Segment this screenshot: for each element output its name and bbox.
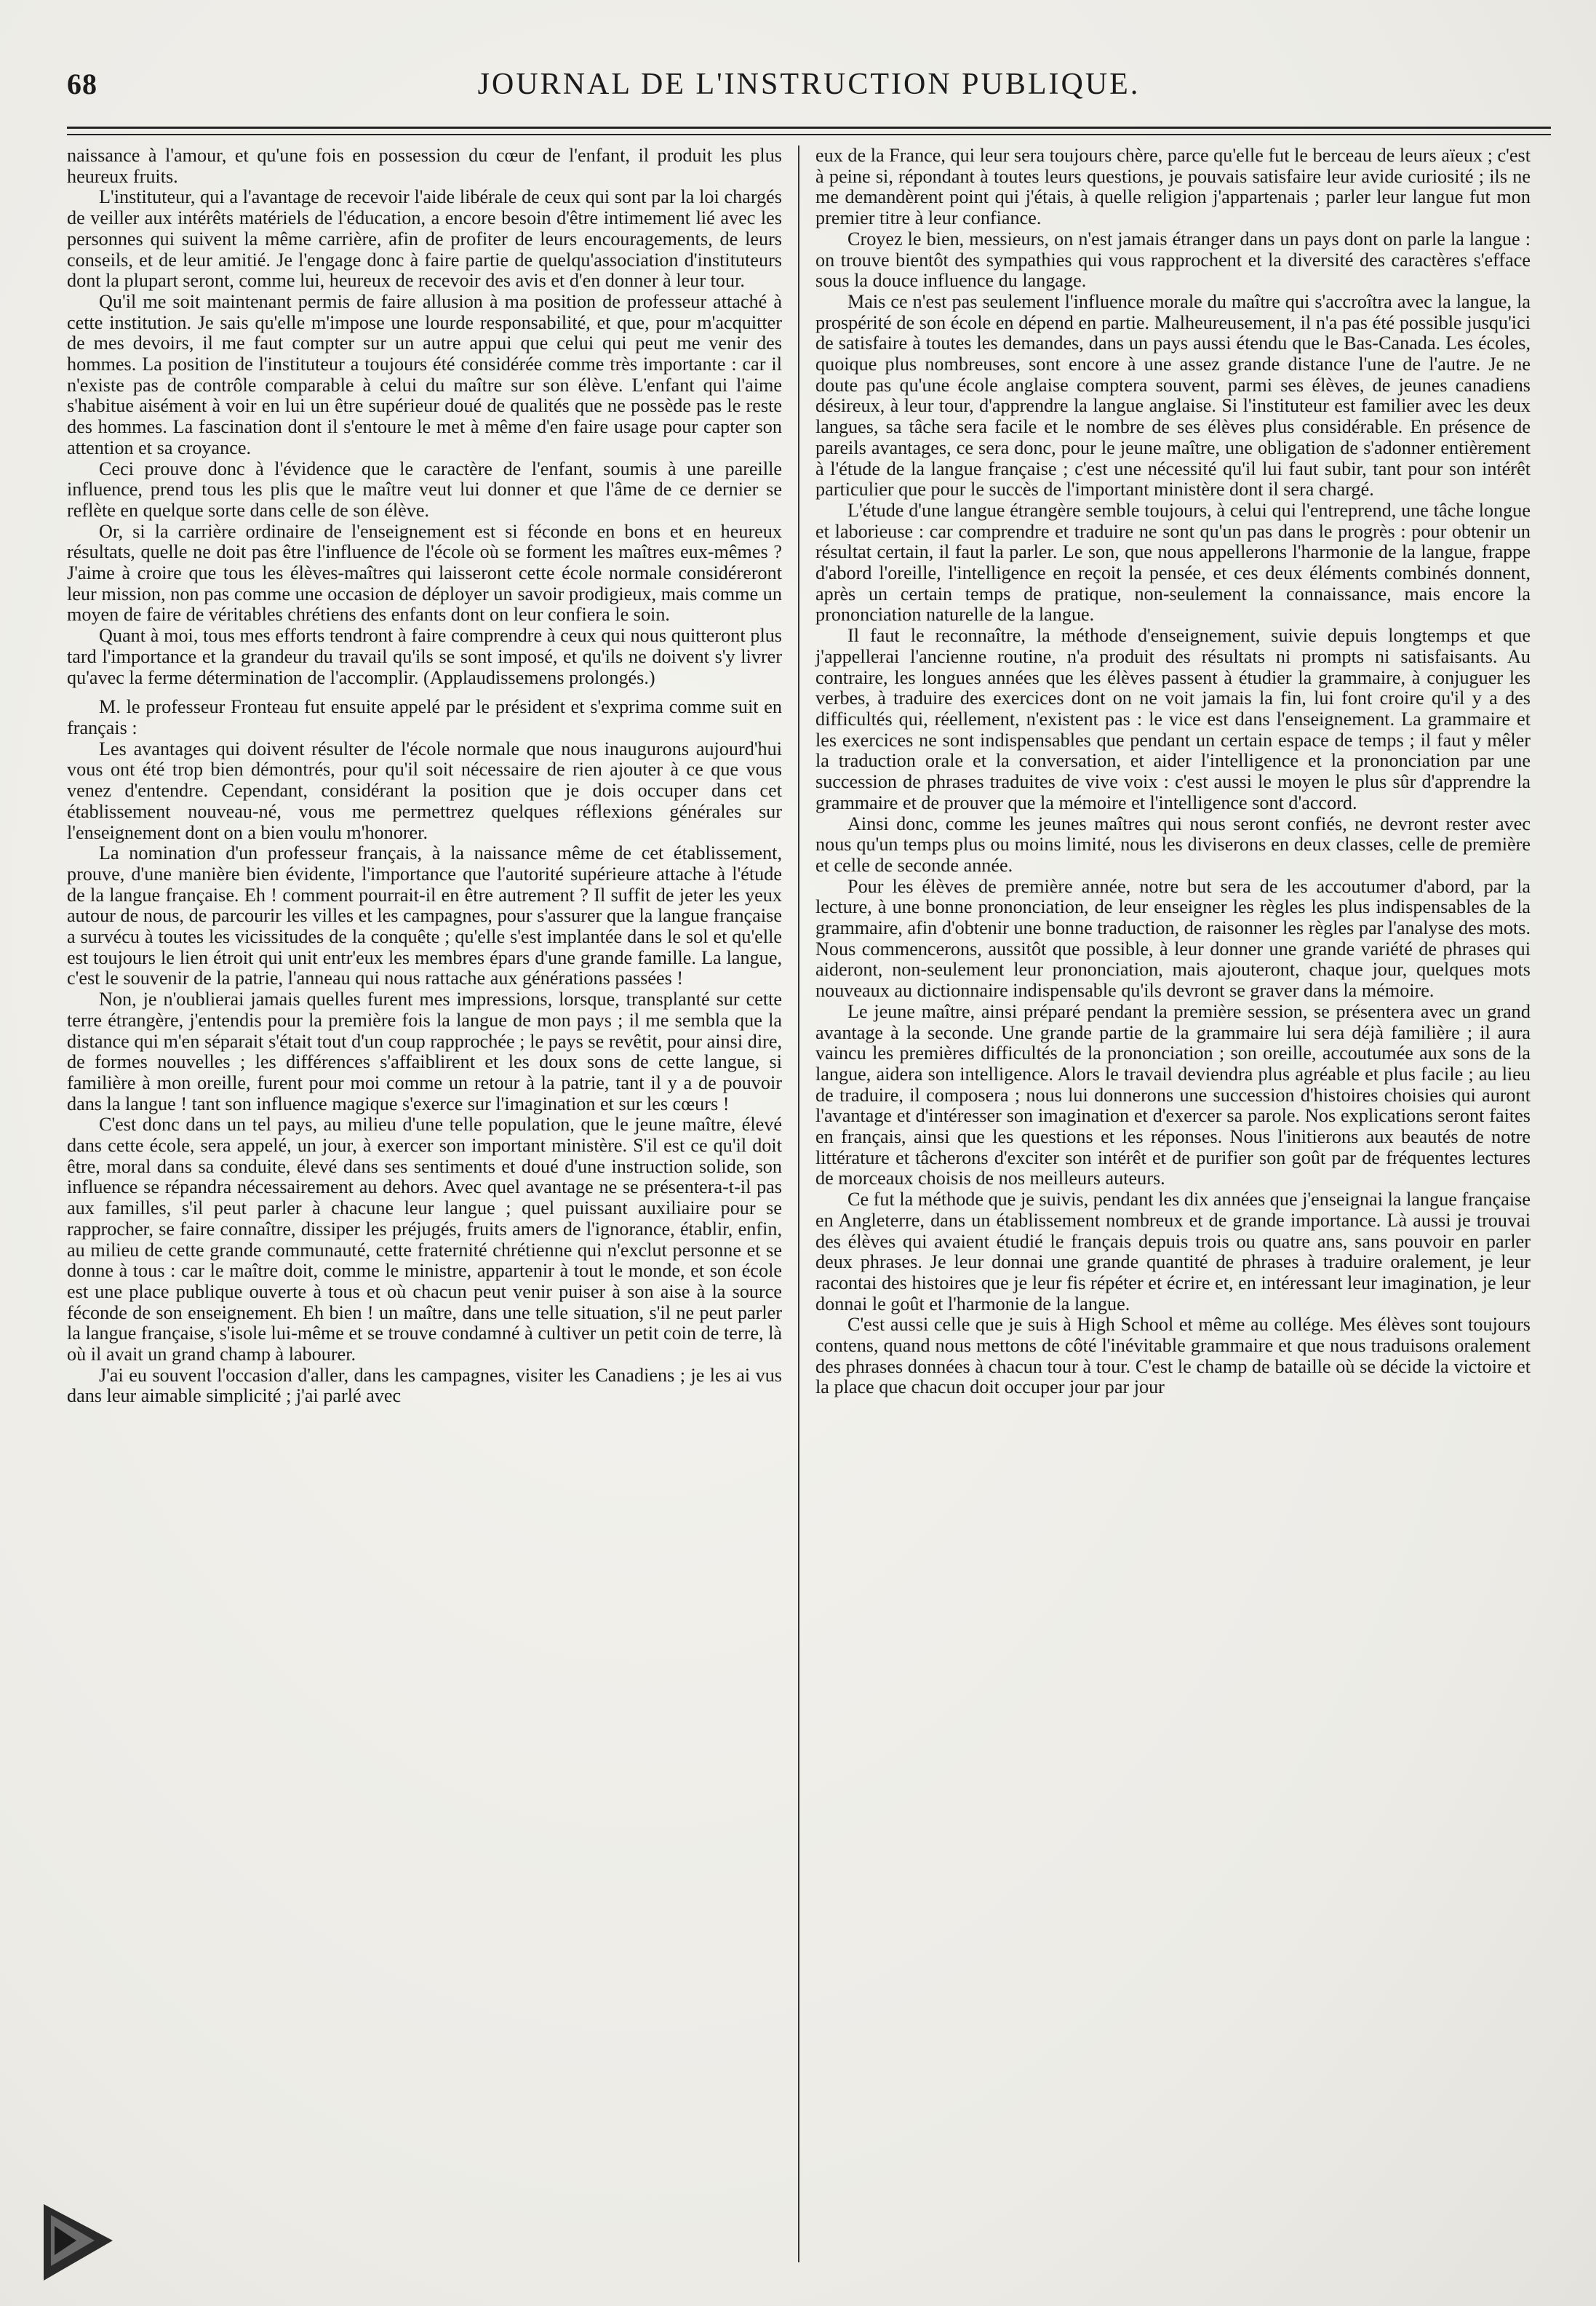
page-header (67, 67, 1551, 111)
paragraph: L'instituteur, qui a l'avantage de recevoir l'aide libérale de ceux qui sont par la loi chargés de veiller aux intérêts matériels de l'éducation, a encore besoin d'être intimement lié avec les personnes qui suivent la même carrière, afin de profiter de leurs encouragements, de leurs conseils, et de leur amitié. Je l'engage donc à faire partie de quelqu'association d'instituteurs dont la plupart seront, comme lui, heureux de recevoir des avis et d'en donner à leur tour. (67, 186, 782, 292)
journal-title: JOURNAL DE L'INSTRUCTION PUBLIQUE. (477, 68, 1141, 101)
article-columns (67, 145, 1551, 2262)
paragraph: Mais ce n'est pas seulement l'influence morale du maître qui s'accroîtra avec la langue, la prospérité de son école en dépend en partie. Malheureusement, il n'a pas été possible jusqu'ici de satisfaire à toutes les demandes, dans un pays aussi étendu que le Bas-Canada. Les écoles, quoique plus nombreuses, sont encore à une assez grande distance l'une de l'autre. Je ne doute pas qu'une école anglaise comptera souvent, parmi ses élèves, de jeunes canadiens désireux, à leur tour, d'apprendre la langue anglaise. Si l'instituteur est familier avec les deux langues, sa tâche sera facile et le nombre de ses élèves plus considérable. En présence de pareils avantages, ce sera donc, pour le jeune maître, une obligation de s'adonner entièrement à l'étude de la langue française ; c'est une nécessité qu'il lui faut subir, tant pour son intérêt particulier que pour le succès de l'important ministère dont il sera chargé. (815, 290, 1531, 500)
paragraph: J'ai eu souvent l'occasion d'aller, dans les campagnes, visiter les Canadiens ; je les ai vus dans leur aimable simplicité ; j'ai parlé avec (67, 1364, 782, 1407)
paragraph: Ce fut la méthode que je suivis, pendant les dix années que j'enseignai la langue française en Angleterre, dans un établissement nombreux et de grande importance. Là aussi je trouvai des élèves qui avaient étudié le français depuis trois ou quatre ans, sans pouvoir en parler deux phrases. Je leur donnai une grande quantité de phrases à traduire oralement, je leur racontai des histoires que je leur fis répéter et écrire et, en intéressant leur imagination, je leur donnai le goût et l'harmonie de la langue. (815, 1189, 1531, 1314)
paragraph: Il faut le reconnaître, la méthode d'enseignement, suivie depuis longtemps et que j'appellerai l'ancienne routine, n'a produit des résultats ni prompts ni satisfaisants. Au contraire, les longues années que les élèves passent à étudier la grammaire, à conjuguer les verbes, à traduire des exercices dont on ne voit jamais la fin, lui font croire qu'il y a des difficultés qui, réellement, n'existent pas : le vice est dans l'enseignement. La grammaire et les exercices ne sont indispensables que pendant un certain espace de temps ; il faut y mêler la traduction orale et la conversation, et aider l'intelligence et la prononciation par une succession de phrases traduites de vive voix : c'est aussi le moyen le plus sûr d'apprendre la grammaire et de prouver que la mémoire et l'intelligence sont d'accord. (815, 625, 1531, 813)
paragraph: C'est donc dans un tel pays, au milieu d'une telle population, que le jeune maître, élevé dans cette école, sera appelé, un jour, à exercer son important ministère. S'il est ce qu'il doit être, moral dans sa conduite, élevé dans ses sentiments et doué d'une instruction solide, son influence se répandra nécessairement au dehors. Avec quel avantage ne se présentera-t-il pas aux familles, s'il peut parler à chacune leur langue ; quel puissant auxiliaire pour se rapprocher, se faire connaître, dissiper les préjugés, fruits amers de l'ignorance, établir, enfin, au milieu de cette grande communauté, cette fraternité chrétienne qui n'exclut personne et se donne à tous : car le maître doit, comme le ministre, appartenir à tout le monde, et son école est une place publique ouverte à tous et où chacun peut venir puiser à son aise à la source féconde de son enseignement. Eh bien ! un maître, dans une telle situation, s'il ne peut parler la langue française, s'isole lui-même et se trouve condamné à cultiver un petit coin de terre, là où il avait un grand champ à labourer. (67, 1114, 782, 1365)
paragraph: Pour les élèves de première année, notre but sera de les accoutumer d'abord, par la lecture, à une bonne prononciation, de leur enseigner les règles les plus indispensables de la grammaire, afin d'obtenir une bonne traduction, de raisonner les règles par l'analyse des mots. Nous commencerons, aussitôt que possible, à leur donner une grande variété de phrases qui aideront, non-seulement leur prononciation, mais ajouteront, chaque jour, quelques mots nouveaux au dictionnaire indispensable qu'ils devront se graver dans la mémoire. (815, 875, 1531, 1002)
paragraph: Qu'il me soit maintenant permis de faire allusion à ma position de professeur attaché à cette institution. Je sais qu'elle m'impose une lourde responsabilité, et que, pour m'acquitter de mes devoirs, il me faut compter sur un autre appui que celui qui peut me venir des hommes. La position de l'instituteur a toujours été considérée comme très importante : car il n'existe pas de contrôle comparable à celui du maître sur son élève. L'enfant qui l'aime s'habitue aisément à voir en lui un être supérieur doué de qualités que ne possède pas le reste des hommes. La fascination dont il s'entoure le met à même d'en faire usage pour capter son attention et sa croyance. (67, 290, 782, 458)
paragraph: Croyez le bien, messieurs, on n'est jamais étranger dans un pays dont on parle la langue : on trouve bientôt des sympathies qui vous rapprochent et la diversité des caractères s'efface sous la douce influence du langage. (815, 228, 1531, 292)
paragraph: Ainsi donc, comme les jeunes maîtres qui nous seront confiés, ne devront rester avec nous qu'un temps plus ou moins limité, nous les diviserons en deux classes, celle de première et celle de seconde année. (815, 813, 1531, 876)
header-rule (67, 127, 1551, 135)
paragraph: M. le professeur Fronteau fut ensuite appelé par le président et s'exprima comme suit en français : (67, 696, 782, 738)
paragraph: Or, si la carrière ordinaire de l'enseignement est si féconde en bons et en heureux résultats, quelle ne doit pas être l'influence de l'école où se forment les maîtres eux-mêmes ? J'aime à croire que tous les élèves-maîtres qui laisseront cette école normale considéreront leur mission, non pas comme une occasion de déployer un savoir prodigieux, mais comme un moyen de faire de véritables chrétiens des enfants dont on leur confiera le soin. (67, 520, 782, 626)
paragraph: La nomination d'un professeur français, à la naissance même de cet établissement, prouve, d'une manière bien évidente, l'importance que l'autorité supérieure attache à l'étude de la langue française. Eh ! comment pourrait-il en être autrement ? Il suffit de jeter les yeux autour de nous, de parcourir les villes et les campagnes, pour s'assurer que la langue française a survécu à toutes les vicissitudes de la conquête ; qu'elle s'est implantée dans le sol et qu'elle est toujours le lien étroit qui unit entr'eux les membres épars d'une grande famille. La langue, c'est le souvenir de la patrie, l'anneau qui nous rattache aux générations passées ! (67, 842, 782, 989)
paragraph: eux de la France, qui leur sera toujours chère, parce qu'elle fut le berceau de leurs aïeux ; c'est à peine si, répondant à toutes leurs questions, je pouvais satisfaire leur avide curiosité ; ils ne me demandèrent point qui j'étais, à quelle religion j'appartenais ; parler leur langue fut mon premier titre à leur confiance. (815, 145, 1531, 229)
paragraph: Les avantages qui doivent résulter de l'école normale que nous inaugurons aujourd'hui vous ont été trop bien démontrés, pour qu'il soit nécessaire de rien ajouter à ce que vous venez d'entendre. Cependant, considérant la position que je dois occuper dans cet établissement nouveau-né, vous me permettrez quelques réflexions générales sur l'enseignement dont on a bien voulu m'honorer. (67, 738, 782, 843)
paragraph: Le jeune maître, ainsi préparé pendant la première session, se présentera avec un grand avantage à la seconde. Une grande partie de la grammaire lui sera déjà familière ; il aura vaincu les premières difficultés de la prononciation ; son oreille, accoutumée aux sons de la langue, aidera son intelligence. Alors le travail deviendra plus agréable et plus facile ; au lieu de traduire, il composera ; nous lui donnerons une succession d'histoires choisies qui auront l'avantage et d'intéresser son imagination et d'exercer sa parole. Nos explications seront faites en français, ainsi que les questions et les réponses. Nous l'initierons aux beautés de notre littérature et tâcherons d'exciter son intérêt et de purifier son goût par de fréquentes lectures de morceaux choisis de nos meilleurs auteurs. (815, 1000, 1531, 1189)
page-number: 68 (67, 68, 97, 100)
paragraph: L'étude d'une langue étrangère semble toujours, à celui qui l'entreprend, une tâche longue et laborieuse : car comprendre et traduire ne sont qu'un pas dans le progrès : pour obtenir un résultat certain, il faut la parler. Le son, que nous appellerons l'harmonie de la langue, frappe d'abord l'oreille, l'intelligence en reçoit la pensée, et ces deux éléments combinés donnent, après un certain temps de pratique, non-seulement la connaissance, mais encore la prononciation naturelle de la langue. (815, 499, 1531, 626)
paragraph: Non, je n'oublierai jamais quelles furent mes impressions, lorsque, transplanté sur cette terre étrangère, j'entendis pour la première fois la langue de mon pays ; il me sembla que la distance qui m'en séparait s'était tout d'un coup rapprochée ; le pays se revêtit, pour ainsi dire, de formes nouvelles ; les différences s'affaiblirent et les doux sons de cette langue, si familière à mon oreille, furent pour moi comme un retour à la patrie, tant il y a de pouvoir dans la langue ! tant son influence magique s'exerce sur l'imagination et sur les cœurs ! (67, 989, 782, 1114)
paragraph: naissance à l'amour, et qu'une fois en possession du cœur de l'enfant, il produit les plus heureux fruits. (67, 145, 782, 187)
paragraph: C'est aussi celle que je suis à High School et même au collége. Mes élèves sont toujours contens, quand nous mettons de côté l'inévitable grammaire et que nous traduisons oralement des phrases données à chacun tour à tour. C'est le champ de bataille où se décide la victoire et la place que chacun doit occuper jour par jour (815, 1314, 1531, 1398)
page-corner-mark (44, 2197, 124, 2284)
left-column (67, 145, 798, 2262)
paragraph: Quant à moi, tous mes efforts tendront à faire comprendre à ceux qui nous quitteront plus tard l'importance et la grandeur du travail qu'ils se sont imposé, et qu'ils ne doivent s'y livrer qu'avec la ferme détermination de l'accomplir. (Applaudissemens prolongés.) (67, 625, 782, 688)
paragraph: Ceci prouve donc à l'évidence que le caractère de l'enfant, soumis à une pareille influence, prend tous les plis que le maître veut lui donner et que l'âme de ce dernier se reflète en quelque sorte dans celle de son élève. (67, 458, 782, 521)
right-column (799, 145, 1531, 2262)
